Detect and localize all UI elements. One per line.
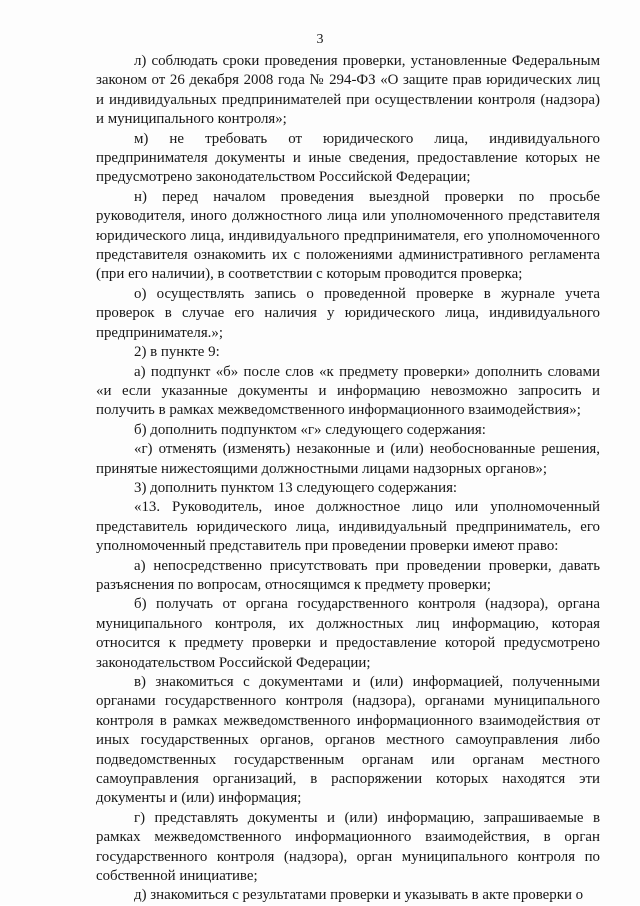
paragraph-13: «13. Руководитель, иное должностное лицо или уполномоченный представитель юридического лица, индивидуальный предприниматель, его уполномоченный представитель при проведении проверки имеют право:	[96, 499, 600, 555]
paragraph-m: м) не требовать от юридического лица, индивидуального предпринимателя документы и иные сведения, предоставление которых не предусмотрено законодательством Российской Федерации;	[96, 130, 600, 186]
document-body	[96, 52, 600, 906]
paragraph-13a: а) непосредственно присутствовать при проведении проверки, давать разъяснения по вопросам, относящимся к предмету проверки;	[96, 557, 600, 593]
paragraph-13v: в) знакомиться с документами и (или) информацией, полученными органами государственного контроля (надзора), органами муниципального контроля в рамках межведомственного информационного взаимодействия от иных государственных органов, органов местного самоуправления либо подведомственных государственным органам или органам местного самоуправления организаций, в распоряжении которых находятся эти документы и (или) информация;	[96, 674, 600, 807]
paragraph-2b: б) дополнить подпунктом «г» следующего содержания:	[134, 421, 486, 438]
page-number: 3	[316, 32, 324, 47]
paragraph-l: л) соблюдать сроки проведения проверки, установленные Федеральным законом от 26 декабря 2008 года № 294-ФЗ «О защите прав юридических лиц и индивидуальных предпринимателей при осуществлении контроля (надзора) и муниципального контроля»;	[96, 53, 600, 128]
paragraph-13d: д) знакомиться с результатами проверки и указывать в акте проверки о	[134, 887, 584, 904]
paragraph-13g: г) представлять документы и (или) информацию, запрашиваемые в рамках межведомственного информационного взаимодействия, в орган государственного контроля (надзора), орган муниципального контроля по собственной инициативе;	[96, 809, 600, 885]
paragraph-o: о) осуществлять запись о проведенной проверке в журнале учета проверок в случае его наличия у юридического лица, индивидуального предпринимателя.»;	[96, 285, 600, 341]
paragraph-item-3: 3) дополнить пунктом 13 следующего содержания:	[134, 479, 458, 496]
paragraph-2a: а) подпункт «б» после слов «к предмету проверки» дополнить словами «и если указанные документы и информацию невозможно запросить и получить в рамках межведомственного информационного взаимодействия»;	[96, 363, 600, 419]
paragraph-13b: б) получать от органа государственного контроля (надзора), органа муниципального контроля, их должностных лиц информацию, которая относится к предмету проверки и предоставление которой предусмотрено законодательством Российской Федерации;	[96, 596, 600, 671]
paragraph-item-2: 2) в пункте 9:	[134, 344, 220, 361]
paragraph-g-quote: «г) отменять (изменять) незаконные и (или) необоснованные решения, принятые нижестоящими должностными лицами надзорных органов»;	[96, 441, 600, 477]
paragraph-n: н) перед началом проведения выездной проверки по просьбе руководителя, иного должностного лица или уполномоченного представителя юридического лица, индивидуального предпринимателя, его уполномоченного представителя ознакомить их с положениями административного регламента (при его наличии), в соответствии с которым проводится проверка;	[96, 188, 600, 283]
